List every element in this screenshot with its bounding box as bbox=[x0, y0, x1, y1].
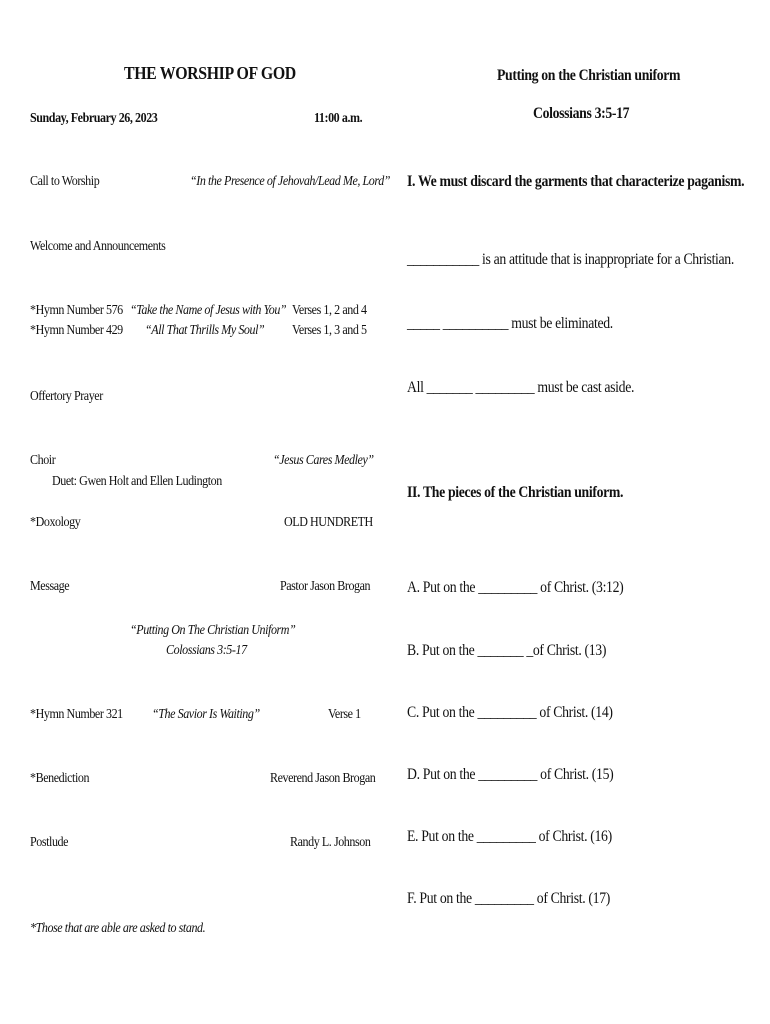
choir-label: Choir bbox=[30, 453, 56, 468]
service-date: Sunday, February 26, 2023 bbox=[30, 111, 158, 126]
uniform-item-a: A. Put on the _________ of Christ. (3:12) bbox=[407, 579, 624, 596]
hymn-321-title: “The Savior Is Waiting” bbox=[152, 707, 260, 722]
point-one-heading: I. We must discard the garments that characterize paganism. bbox=[407, 173, 745, 190]
uniform-item-e: E. Put on the _________ of Christ. (16) bbox=[407, 828, 612, 845]
message-value: Pastor Jason Brogan bbox=[280, 579, 371, 594]
postlude-value: Randy L. Johnson bbox=[290, 835, 371, 850]
hymn-321-verses: Verse 1 bbox=[328, 707, 361, 722]
call-to-worship-label: Call to Worship bbox=[30, 174, 100, 189]
message-label: Message bbox=[30, 579, 70, 594]
hymn-429-label: *Hymn Number 429 bbox=[30, 323, 123, 338]
benediction-label: *Benediction bbox=[30, 771, 90, 786]
uniform-item-b: B. Put on the _______ _of Christ. (13) bbox=[407, 642, 607, 659]
sermon-title: “Putting On The Christian Uniform” bbox=[130, 623, 296, 638]
sermon-notes-scripture: Colossians 3:5-17 bbox=[533, 105, 630, 122]
doxology-value: OLD HUNDRETH bbox=[284, 515, 373, 530]
service-time: 11:00 a.m. bbox=[314, 111, 363, 126]
sermon-notes-title: Putting on the Christian uniform bbox=[497, 67, 681, 84]
sermon-scripture: Colossians 3:5-17 bbox=[166, 643, 247, 658]
postlude-label: Postlude bbox=[30, 835, 69, 850]
worship-title: THE WORSHIP OF GOD bbox=[124, 63, 296, 83]
hymn-576-verses: Verses 1, 2 and 4 bbox=[292, 303, 367, 318]
uniform-item-f: F. Put on the _________ of Christ. (17) bbox=[407, 890, 610, 907]
hymn-321-label: *Hymn Number 321 bbox=[30, 707, 123, 722]
hymn-429-title: “All That Thrills My Soul” bbox=[145, 323, 265, 338]
fill-in-line-1: ___________ is an attitude that is inappropriate for a Christian. bbox=[407, 251, 734, 268]
doxology-label: *Doxology bbox=[30, 515, 81, 530]
welcome-announcements: Welcome and Announcements bbox=[30, 239, 166, 254]
stand-footnote: *Those that are able are asked to stand. bbox=[30, 921, 206, 936]
uniform-item-d: D. Put on the _________ of Christ. (15) bbox=[407, 766, 614, 783]
point-two-heading: II. The pieces of the Christian uniform. bbox=[407, 484, 624, 501]
choir-value: “Jesus Cares Medley” bbox=[273, 453, 374, 468]
hymn-429-verses: Verses 1, 3 and 5 bbox=[292, 323, 367, 338]
hymn-576-label: *Hymn Number 576 bbox=[30, 303, 123, 318]
benediction-value: Reverend Jason Brogan bbox=[270, 771, 376, 786]
call-to-worship-value: “In the Presence of Jehovah/Lead Me, Lord” bbox=[190, 174, 391, 189]
offertory-prayer: Offertory Prayer bbox=[30, 389, 103, 404]
uniform-item-c: C. Put on the _________ of Christ. (14) bbox=[407, 704, 613, 721]
fill-in-line-3: All _______ _________ must be cast aside. bbox=[407, 379, 635, 396]
fill-in-line-2: _____ __________ must be eliminated. bbox=[407, 315, 613, 332]
hymn-576-title: “Take the Name of Jesus with You” bbox=[130, 303, 287, 318]
choir-duet: Duet: Gwen Holt and Ellen Ludington bbox=[52, 474, 222, 489]
